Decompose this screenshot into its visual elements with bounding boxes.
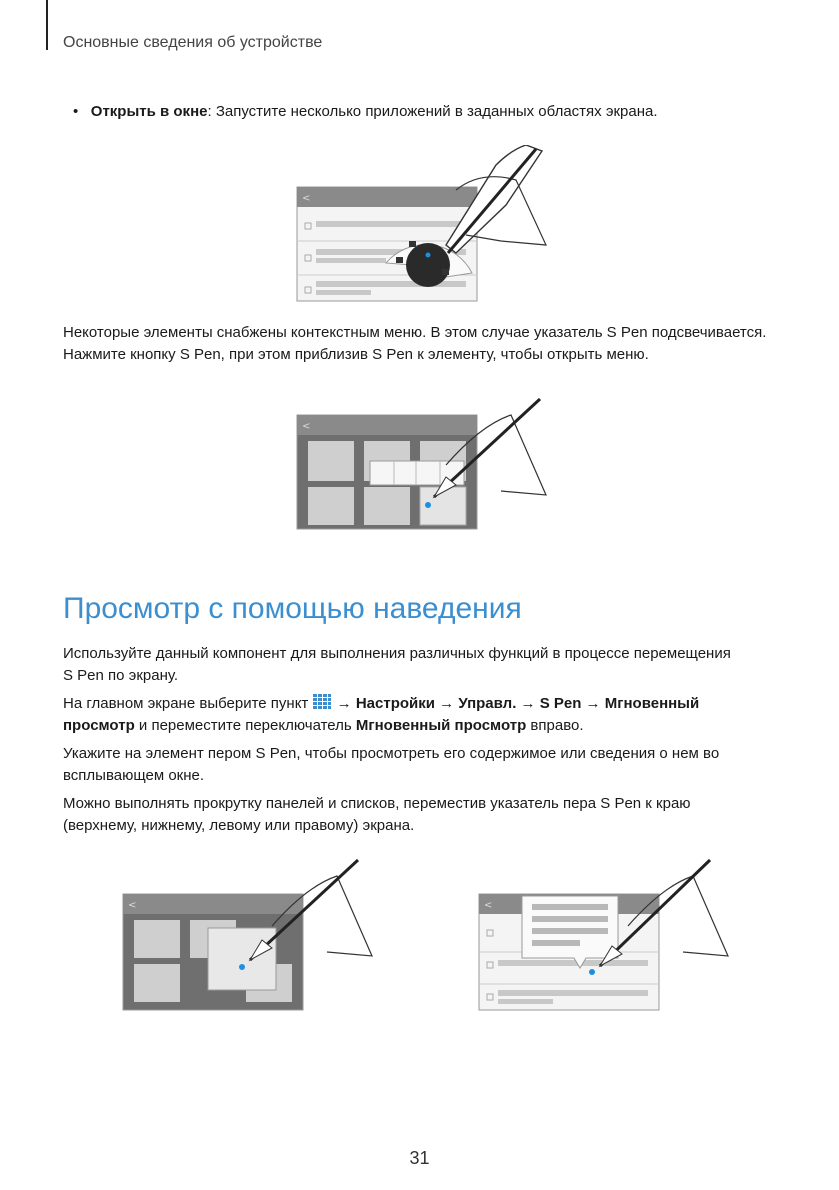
- path-step-s-pen: S Pen: [539, 695, 582, 712]
- path-step-air-view: Мгновенный: [604, 695, 700, 712]
- paragraph-line: Некоторые элементы снабжены контекстным меню. В этом случае указатель S Pen подсвечивается.: [63, 324, 767, 341]
- path-arrow: →: [434, 695, 459, 712]
- toggle-name: Мгновенный просмотр: [355, 717, 527, 734]
- paragraph-line: S Pen по экрану.: [63, 667, 179, 684]
- path-step-settings: Настройки: [355, 695, 435, 712]
- path-suffix: вправо.: [526, 717, 584, 734]
- path-arrow: →: [581, 695, 605, 712]
- paragraph-intro: [63, 643, 793, 687]
- path-step-air-view-cont: просмотр: [63, 717, 135, 734]
- figure-grid-preview: [122, 856, 374, 1012]
- bullet-text: : Запустите несколько приложений в заданных областях экрана.: [207, 103, 658, 120]
- paragraph-context-menu: [63, 322, 793, 366]
- bullet-term: Открыть в окне: [90, 103, 208, 120]
- paragraph-line: (верхнему, нижнему, левому или правому) экрана.: [63, 817, 415, 834]
- paragraph-line: Укажите на элемент пером S Pen, чтобы просмотреть его содержимое или сведения о нем во: [63, 745, 720, 762]
- svg-text:<: <: [128, 900, 137, 911]
- figure-context-menu: [296, 395, 548, 531]
- svg-text:<: <: [302, 193, 311, 204]
- paragraph-scroll: [63, 793, 793, 837]
- bullet-item: [73, 102, 658, 122]
- path-step-controls: Управл.: [458, 695, 517, 712]
- path-mid: и переместите переключатель: [134, 717, 356, 734]
- path-arrow: →: [332, 695, 356, 712]
- figure-radial-menu: [296, 145, 548, 303]
- figure-list-preview: [478, 856, 730, 1012]
- bullet-marker: •: [73, 103, 79, 120]
- paragraph-settings-path: [63, 693, 793, 737]
- paragraph-line: Используйте данный компонент для выполнения различных функций в процессе перемещения: [63, 645, 731, 662]
- margin-rule: [46, 0, 48, 50]
- svg-text:<: <: [484, 900, 493, 911]
- paragraph-line: Можно выполнять прокрутку панелей и списков, переместив указатель пера S Pen к краю: [63, 795, 691, 812]
- path-arrow: →: [516, 695, 540, 712]
- paragraph-line: Нажмите кнопку S Pen, при этом приблизив S Pen к элементу, чтобы открыть меню.: [63, 346, 649, 363]
- running-head: Основные сведения об устройстве: [63, 34, 323, 51]
- paragraph-hover: [63, 743, 793, 787]
- apps-grid-icon: [312, 693, 332, 711]
- path-prefix: На главном экране выберите пункт: [63, 695, 309, 712]
- svg-text:<: <: [302, 421, 311, 432]
- paragraph-line: всплывающем окне.: [63, 767, 205, 784]
- section-title: Просмотр с помощью наведения: [63, 592, 522, 625]
- page-number: 31: [409, 1148, 430, 1168]
